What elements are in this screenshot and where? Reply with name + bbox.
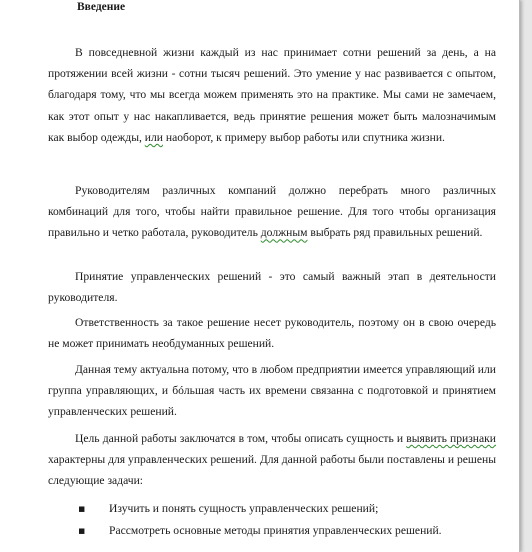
paragraph-1 xyxy=(48,42,496,148)
list-item-text: Изучить и понять сущность управленческих решений; xyxy=(109,502,379,515)
paragraph-6-text-end: характерны для управленческих решений. Для данной работы были поставлены и решены следующие задачи: xyxy=(48,453,496,488)
task-list xyxy=(48,498,508,541)
spellcheck-flagged-word: должным xyxy=(260,226,308,240)
paragraph-6-text: Цель данной работы заключатся в том, чтобы описать сущность и xyxy=(75,432,407,445)
list-item-text: Рассмотреть основные методы принятия управленческих решений. xyxy=(109,523,442,537)
section-heading: Введение xyxy=(77,1,126,13)
paragraph-6 xyxy=(48,428,496,492)
square-bullet-icon: ▪ xyxy=(78,502,86,515)
paragraph-2-text: Руководителям различных компаний должно перебрать много различных комбинаций для того, чтобы найти правильное решение. Для того чтобы организация правильно и четко работала, руководитель xyxy=(48,184,496,240)
paragraph-4-text: Ответственность за такое решение несет руководитель, поэтому он в свою очередь не может принимать необдуманных решений. xyxy=(48,316,496,351)
paragraph-2 xyxy=(48,180,496,244)
square-bullet-icon: ▪ xyxy=(78,523,86,537)
paragraph-2-text-end: выбрать ряд правильных решений. xyxy=(307,226,483,240)
paragraph-3-text: Принятие управленческих решений - это самый важный этап в деятельности руководителя. xyxy=(48,270,496,305)
list-item xyxy=(48,520,508,542)
paragraph-5-text: Данная тему актуальна потому, что в любом предприятии имеется управляющий или группа управляющих, и бóльшая часть их времени связанна с подготовкой и принятием управленческих решений. xyxy=(48,363,496,419)
paragraph-1-text: В повседневной жизни каждый из нас принимает сотни решений за день, а на протяжении всей жизни - сотни тысяч решений. Это умение у нас развивается с опытом, благодаря тому, что мы всегда можем применять это на практике. Мы сами не замечаем, как этот опыт у нас накапливается, ведь принятие решения может быть малозначимым как выбор одежды, xyxy=(48,46,496,144)
spellcheck-flagged-word: или xyxy=(144,130,163,144)
list-item xyxy=(48,498,508,520)
spellcheck-flagged-phrase: выявить признаки xyxy=(406,432,496,445)
paragraph-1-text-end: наоборот, к примеру выбор работы или спутника жизни. xyxy=(163,130,445,144)
paragraph-4 xyxy=(48,312,496,354)
paragraph-3 xyxy=(48,266,496,308)
paragraph-5 xyxy=(48,359,496,423)
